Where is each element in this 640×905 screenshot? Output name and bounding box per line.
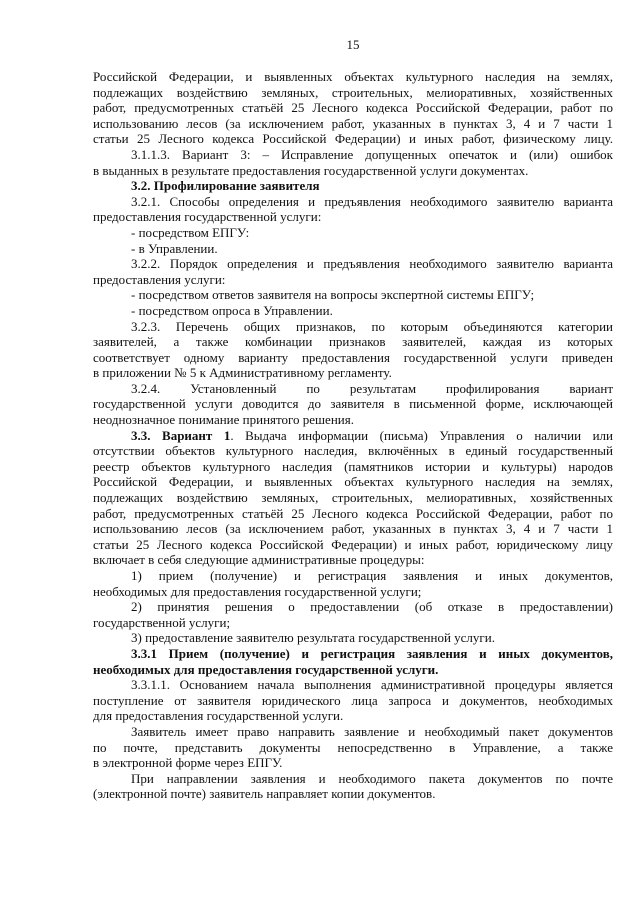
text-line: реестр объектов культурного наследия (памятников истории и культуры) народов — [93, 458, 613, 474]
text-line: государственной услуги доводится до заявителя в письменной форме, исключающей — [93, 396, 613, 412]
text-line: Российской Федерации, и выявленных объектах культурного наследия на землях, — [93, 474, 613, 490]
text-line: 2) принятия решения о предоставлении (об отказе в предоставлении) — [131, 599, 613, 615]
text-line: 3.1.1.3. Вариант 3: – Исправление допущенных опечаток и (или) ошибок — [131, 146, 613, 162]
text-line: неоднозначное понимание принятого решения. — [93, 412, 354, 428]
text-line: Российской Федерации, и выявленных объектах культурного наследия на землях, — [93, 69, 613, 84]
text-line: 3.3.1.1. Основанием начала выполнения административной процедуры является — [131, 677, 613, 693]
text-line: 3) предоставление заявителю результата государственной услуги. — [131, 630, 495, 646]
text-line: При направлении заявления и необходимого пакета документов по почте — [131, 770, 613, 786]
text-line: - посредством ЕПГУ: — [131, 224, 250, 240]
text-line: подлежащих воздействию земляных, строительных, мелиоративных, хозяйственных — [93, 84, 613, 100]
text-line: в приложении № 5 к Административному регламенту. — [93, 365, 392, 381]
text-line: в выданных в результате предоставления государственной услуги документах. — [93, 162, 529, 178]
text-line: поступление от заявителя юридического лица запроса и документов, необходимых — [93, 692, 613, 708]
text-line: включает в себя следующие административные процедуры: — [93, 552, 425, 568]
text-line — [93, 428, 613, 444]
text-line: предоставления услуги: — [93, 271, 226, 287]
page-number: 15 — [346, 37, 360, 52]
text-line: - посредством опроса в Управлении. — [131, 302, 333, 318]
text-line: статьи 25 Лесного кодекса Российской Федерации) и иных работ, физическому лицу. — [93, 131, 613, 147]
text-line: отсутствии объектов культурного наследия, включённых в единый государственный — [93, 443, 613, 459]
text-line: заявителей, а также комбинации признаков заявителей, каждая из которых — [93, 334, 613, 350]
text-line: работ, предусмотренных статьёй 25 Лесного кодекса Российской Федерации, работ по — [93, 505, 613, 521]
text-line: 3.2.2. Порядок определения и предъявления необходимого заявителю варианта — [131, 256, 613, 272]
text-line: - посредством ответов заявителя на вопросы экспертной системы ЕПГУ; — [131, 287, 535, 303]
bold-run: 3.3. Вариант 1 — [131, 427, 231, 443]
text-line: необходимых для предоставления государственной услуги. — [93, 661, 439, 677]
text-line: использованию лесов (за исключением работ, указанных в пунктах 3, 4 и 7 части 1 — [93, 115, 613, 131]
text-line: - в Управлении. — [131, 240, 218, 256]
text-line: соответствует одному варианту предоставления государственной услуги приведен — [93, 349, 613, 365]
text-line: 3.2.3. Перечень общих признаков, по которым объединяются категории — [131, 318, 613, 334]
text-line: в электронной форме через ЕПГУ. — [93, 755, 283, 771]
document-body — [93, 69, 613, 802]
text-line: государственной услуги; — [93, 614, 231, 630]
text-line: (электронной почте) заявитель направляет копии документов. — [93, 786, 436, 802]
text-line: статьи 25 Лесного кодекса Российской Федерации) и иных работ, юридическому лицу — [93, 536, 613, 552]
text-line: предоставления государственной услуги: — [93, 209, 322, 225]
text-line: 3.2. Профилирование заявителя — [131, 178, 320, 194]
text-run: . Выдача информации (письма) Управления о наличии или — [230, 427, 613, 443]
text-line: 3.2.1. Способы определения и предъявления необходимого заявителю варианта — [131, 193, 613, 209]
text-line: 1) прием (получение) и регистрация заявления и иных документов, — [131, 568, 613, 583]
text-line: по почте, представить документы непосредственно в Управление, а также — [93, 739, 613, 755]
text-line: работ, предусмотренных статьёй 25 Лесного кодекса Российской Федерации, работ по — [93, 100, 613, 116]
text-line: использованию лесов (за исключением работ, указанных в пунктах 3, 4 и 7 части 1 — [93, 521, 613, 537]
text-line: необходимых для предоставления государственной услуги; — [93, 583, 422, 599]
text-line: 3.2.4. Установленный по результатам профилирования вариант — [131, 380, 613, 396]
text-line: 3.3.1 Прием (получение) и регистрация заявления и иных документов, — [131, 645, 613, 661]
text-line: Заявитель имеет право направить заявление и необходимый пакет документов — [131, 723, 613, 739]
text-line: подлежащих воздействию земляных, строительных, мелиоративных, хозяйственных — [93, 490, 613, 506]
text-line: для предоставления государственной услуги. — [93, 708, 344, 724]
